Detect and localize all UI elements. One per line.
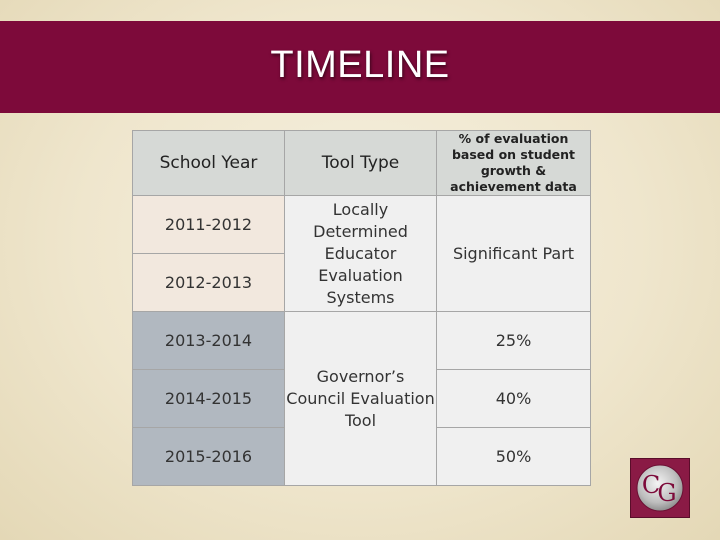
header-school-year: School Year — [133, 131, 285, 196]
percent-cell: 40% — [437, 370, 591, 428]
svg-text:C: C — [641, 471, 661, 499]
percent-cell: 50% — [437, 428, 591, 486]
year-cell: 2015-2016 — [133, 428, 285, 486]
tool-type-cell: Governor’s Council Evaluation Tool — [285, 312, 437, 486]
header-row — [133, 131, 591, 196]
header-evaluation-percent: % of evaluation based on student growth & achievement data — [437, 131, 591, 196]
tool-type-cell: Locally Determined Educator Evaluation Systems — [285, 196, 437, 312]
header-tool-type: Tool Type — [285, 131, 437, 196]
year-cell: 2012-2013 — [133, 254, 285, 312]
percent-cell: Significant Part — [437, 196, 591, 312]
timeline-table — [132, 130, 591, 486]
year-cell: 2013-2014 — [133, 312, 285, 370]
slide-title: TIMELINE — [270, 43, 450, 86]
table-row — [133, 312, 591, 370]
year-cell: 2014-2015 — [133, 370, 285, 428]
percent-cell: 25% — [437, 312, 591, 370]
table-row — [133, 196, 591, 254]
cg-logo-mark — [631, 459, 689, 517]
cg-logo — [630, 458, 690, 518]
svg-text:G: G — [657, 479, 677, 507]
year-cell: 2011-2012 — [133, 196, 285, 254]
title-band — [0, 21, 720, 113]
